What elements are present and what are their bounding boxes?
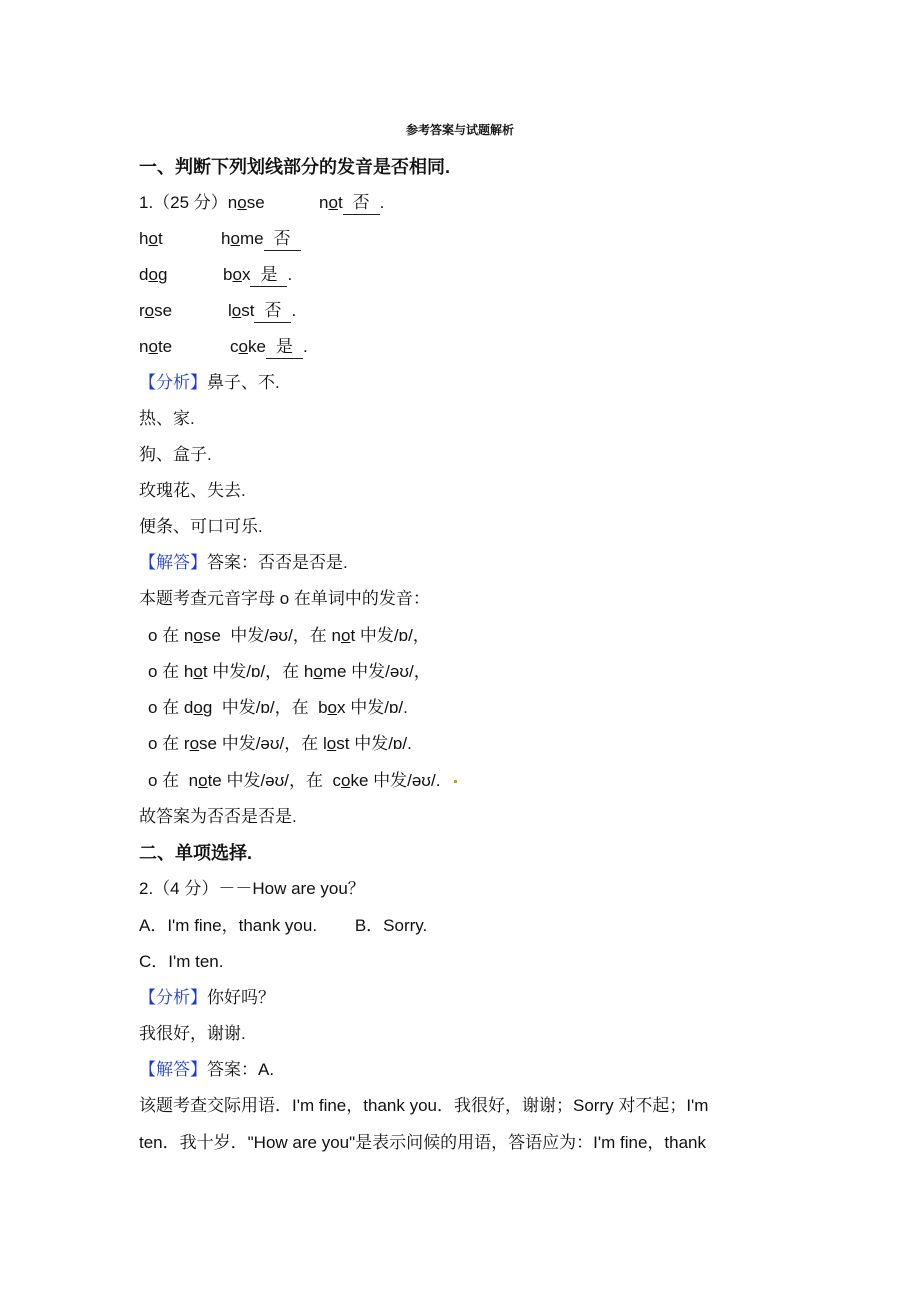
text: n [139, 337, 149, 356]
text: me [239, 229, 264, 248]
text-line [139, 551, 348, 575]
text: o 在 r [148, 734, 190, 753]
text: 狗、盒子. [139, 445, 212, 464]
text: 二、单项选择. [139, 843, 253, 863]
text: t 中发/ɒ/， [350, 626, 430, 645]
text-line [139, 660, 431, 684]
text: o 在 n [148, 771, 199, 790]
text: h [221, 229, 231, 248]
underlined-letter: o [326, 734, 337, 753]
text-line [139, 335, 308, 359]
text: 便条、可口可乐. [139, 517, 263, 536]
text: st 中发/ɒ/. [336, 734, 412, 753]
text: ke 中发/əʊ/. [350, 771, 441, 790]
text: b [223, 265, 233, 284]
text: C．I'm ten. [139, 952, 224, 971]
text-line [139, 696, 408, 720]
text: 该题考查交际用语．I'm fine，thank you．我很好，谢谢；Sorry 对不起；I'm [139, 1096, 709, 1115]
section-tag: 【解答】 [139, 553, 207, 572]
text: 一、判断下列划线部分的发音是否相同. [139, 157, 450, 177]
underlined-letter: o [231, 301, 242, 320]
text: . [291, 301, 297, 320]
text: t [337, 193, 343, 212]
text: 鼻子、不. [207, 373, 280, 392]
text: l [228, 301, 232, 320]
text: 1.（25 分）n [139, 193, 238, 212]
text-line [139, 371, 280, 395]
text: 故答案为否否是否是. [139, 807, 297, 826]
text: r [139, 301, 145, 320]
text: h [139, 229, 149, 248]
underlined-letter: o [340, 626, 351, 645]
text-line [139, 624, 430, 648]
second-word [319, 191, 384, 215]
text: o 在 h [148, 662, 194, 681]
text-line [139, 1094, 708, 1118]
text: o 在 d [148, 698, 194, 717]
text: t [157, 229, 163, 248]
text: . [379, 193, 385, 212]
text: st [241, 301, 255, 320]
text-line [139, 191, 385, 215]
section-tag: 【分析】 [139, 373, 207, 392]
underlined-letter: o [189, 734, 200, 753]
text-line [139, 769, 457, 793]
underlined-letter: o [232, 265, 242, 284]
text: t 中发/ɒ/，在 h [202, 662, 314, 681]
text: 玫瑰花、失去. [139, 481, 246, 500]
text: x 中发/ɒ/. [337, 698, 408, 717]
text: g 中发/ɒ/，在 b [202, 698, 328, 717]
text-line [139, 732, 412, 756]
text: . [302, 337, 308, 356]
text: te 中发/əʊ/，在 c [207, 771, 341, 790]
underlined-letter: o [313, 662, 323, 681]
text: n [319, 193, 329, 212]
text-line [139, 443, 212, 467]
underlined-letter: o [148, 265, 158, 284]
underlined-letter: o [327, 698, 337, 717]
text: . [287, 265, 293, 284]
text: te [157, 337, 173, 356]
text-line [139, 914, 427, 938]
text: 答案：A. [207, 1060, 275, 1079]
underlined-letter: o [193, 626, 203, 645]
underlined-letter: o [148, 337, 158, 356]
underlined-letter: o [230, 229, 240, 248]
text-line [139, 479, 246, 503]
text: se 中发/əʊ/，在 n [202, 626, 341, 645]
text: 你好吗？ [207, 988, 275, 1007]
underlined-letter: o [193, 662, 203, 681]
text: 我很好，谢谢. [139, 1024, 246, 1043]
document-title: 参考答案与试题解析 [405, 123, 514, 137]
text-line [139, 515, 263, 539]
text-line [139, 805, 297, 829]
second-word [223, 263, 292, 287]
answer-blank: 是 [250, 265, 287, 287]
underlined-letter: o [328, 193, 338, 212]
answer-blank: 否 [343, 193, 380, 215]
underlined-letter: o [193, 698, 203, 717]
text: me 中发/əʊ/， [322, 662, 431, 681]
text: x [241, 265, 251, 284]
text: se 中发/əʊ/，在 l [199, 734, 327, 753]
answer-blank: 否 [254, 301, 291, 323]
text: se [154, 301, 173, 320]
answer-blank: 是 [266, 337, 303, 359]
text: 热、家. [139, 409, 195, 428]
text: d [139, 265, 149, 284]
text: c [230, 337, 239, 356]
text: A．I'm fine，thank you. B．Sorry. [139, 916, 428, 935]
text-line [139, 986, 275, 1010]
text: o 在 n [148, 626, 194, 645]
text-line [139, 227, 291, 251]
section-heading [139, 155, 450, 179]
text-line [139, 263, 293, 287]
text-line [139, 1131, 706, 1155]
second-word [221, 227, 301, 251]
text: 答案：否否是否是. [207, 553, 348, 572]
mark-dot [454, 780, 457, 783]
section-tag: 【分析】 [139, 988, 207, 1007]
text: 本题考查元音字母 o 在单词中的发音： [139, 589, 430, 608]
underlined-letter: o [237, 193, 247, 212]
section-heading [139, 841, 252, 865]
underlined-letter: o [144, 301, 155, 320]
text-line [139, 950, 224, 974]
underlined-letter: o [148, 229, 158, 248]
text: 2.（4 分）－－How are you？ [139, 879, 365, 898]
answer-blank: 否 [264, 229, 301, 251]
text: ke [247, 337, 266, 356]
text-line [139, 1022, 246, 1046]
text-line [139, 299, 297, 323]
second-word [228, 299, 296, 323]
underlined-letter: o [198, 771, 208, 790]
underlined-letter: o [238, 337, 248, 356]
section-tag: 【解答】 [139, 1060, 207, 1079]
text-line [139, 587, 430, 611]
second-word [230, 335, 308, 359]
underlined-letter: o [340, 771, 351, 790]
text: se [246, 193, 265, 212]
text: g [157, 265, 168, 284]
text-line [139, 407, 195, 431]
text: ten．我十岁．"How are you"是表示问候的用语，答语应为：I'm fine，thank [139, 1133, 706, 1152]
text-line [139, 1058, 274, 1082]
text-line [139, 877, 365, 901]
